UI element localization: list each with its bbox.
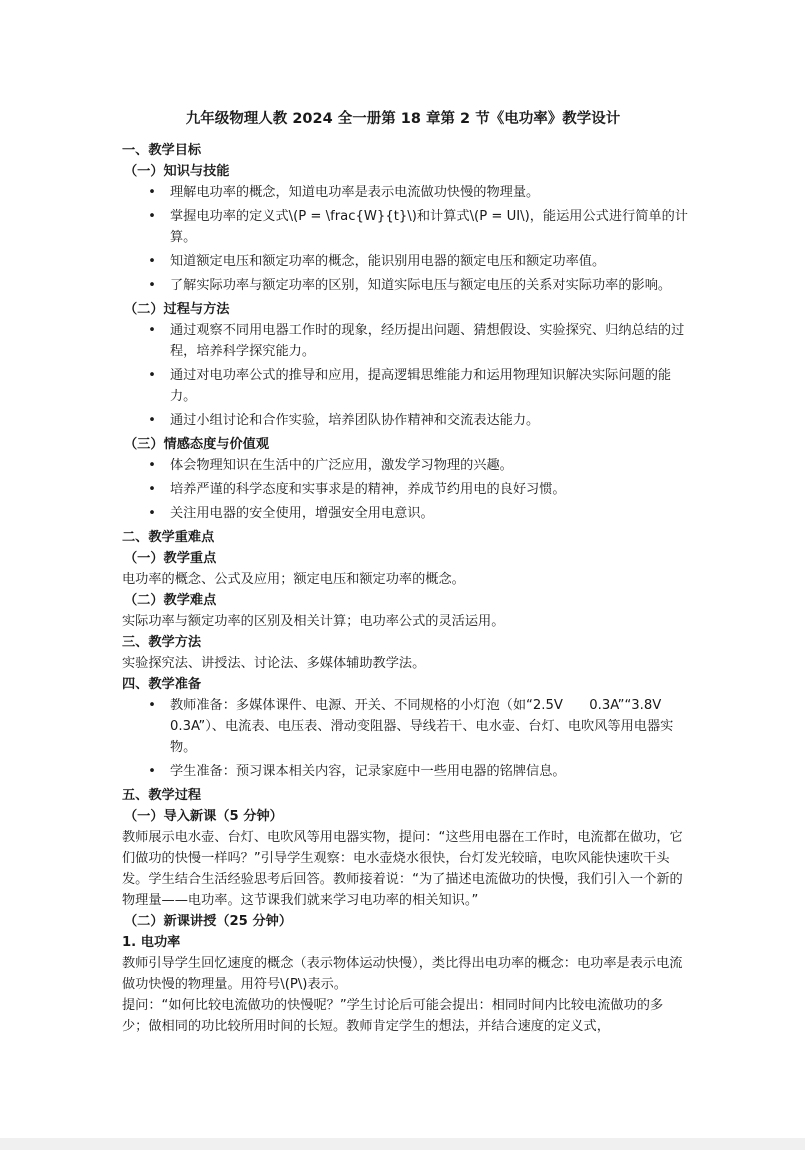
intro-text: 教师展示电水壶、台灯、电吹风等用电器实物，提问：“这些用电器在工作时，电流都在做功，它们做功的快慢一样吗？”引导学生观察：电水壶烧水很快，台灯发光较暗，电吹风能快速吹干头发。学生结合生活经验思考后回答。教师接着说：“为了描述电流做功的快慢，我们引入一个新的物理量——电功率。这节课我们就来学习电功率的相关知识。” <box>122 830 683 908</box>
list-item: • 理解电功率的概念，知道电功率是表示电流做功快慢的物理量。 <box>122 182 688 203</box>
section-heading-preparation: 四、教学准备 <box>122 677 202 692</box>
section-heading-process: 五、教学过程 <box>122 788 202 803</box>
bullet-icon: • <box>148 482 156 497</box>
list-item: • 体会物理知识在生活中的广泛应用，激发学习物理的兴趣。 <box>122 455 688 476</box>
list-item: • 通过观察不同用电器工作时的现象，经历提出问题、猜想假设、实验探究、归纳总结的过程，培养科学探究能力。 <box>122 320 688 362</box>
list-item: • 了解实际功率与额定功率的区别，知道实际电压与额定电压的关系对实际功率的影响。 <box>122 275 688 296</box>
bullet-icon: • <box>148 209 156 224</box>
list-item: • 通过小组讨论和合作实验，培养团队协作精神和交流表达能力。 <box>122 410 688 431</box>
subsection-heading-process: （二）过程与方法 <box>124 302 230 317</box>
point-heading-electric-power: 1. 电功率 <box>122 935 181 950</box>
subsection-heading-knowledge: （一）知识与技能 <box>124 164 230 179</box>
subsection-heading-difficulty: （二）教学难点 <box>124 593 217 608</box>
electric-power-paragraph-2: 提问：“如何比较电流做功的快慢呢？”学生讨论后可能会提出：相同时间内比较电流做功的多少；做相同的功比较所用时间的长短。教师肯定学生的想法，并结合速度的定义式， <box>122 998 664 1034</box>
difficulty-text: 实际功率与额定功率的区别及相关计算；电功率公式的灵活运用。 <box>122 614 505 629</box>
bullet-icon: • <box>148 323 156 338</box>
subsection-heading-focus: （一）教学重点 <box>124 551 217 566</box>
list-item: • 培养严谨的科学态度和实事求是的精神，养成节约用电的良好习惯。 <box>122 479 688 500</box>
subsection-heading-lecture: （二）新课讲授（25 分钟） <box>124 914 293 929</box>
document-title: 九年级物理人教 2024 全一册第 18 章第 2 节《电功率》教学设计 <box>185 111 621 127</box>
list-item: • 学生准备：预习课本相关内容，记录家庭中一些用电器的铭牌信息。 <box>122 761 688 782</box>
process-list <box>122 320 688 431</box>
bullet-icon: • <box>148 698 156 713</box>
section-heading-key-points: 二、教学重难点 <box>122 530 215 545</box>
bullet-icon: • <box>148 185 156 200</box>
list-item: • 教师准备：多媒体课件、电源、开关、不同规格的小灯泡（如“2.5V 0.3A”“3.8V 0.3A”）、电流表、电压表、滑动变阻器、导线若干、电水壶、台灯、电吹风等用电器实物。 <box>122 695 688 758</box>
bullet-icon: • <box>148 458 156 473</box>
bullet-icon: • <box>148 254 156 269</box>
knowledge-list <box>122 182 688 296</box>
bullet-icon: • <box>148 506 156 521</box>
list-item: • 关注用电器的安全使用，增强安全用电意识。 <box>122 503 688 524</box>
electric-power-paragraph-1: 教师引导学生回忆速度的概念（表示物体运动快慢），类比得出电功率的概念：电功率是表示电流做功快慢的物理量。用符号\(P\)表示。 <box>122 956 683 992</box>
bullet-icon: • <box>148 368 156 383</box>
bullet-icon: • <box>148 764 156 779</box>
subsection-heading-intro: （一）导入新课（5 分钟） <box>124 809 283 824</box>
document-content <box>122 108 688 1037</box>
methods-text: 实验探究法、讲授法、讨论法、多媒体辅助教学法。 <box>122 656 426 671</box>
list-item: • 掌握电功率的定义式\(P = \frac{W}{t}\)和计算式\(P = UI\)，能运用公式进行简单的计算。 <box>122 206 688 248</box>
list-item: • 通过对电功率公式的推导和应用，提高逻辑思维能力和运用物理知识解决实际问题的能力。 <box>122 365 688 407</box>
preparation-list <box>122 695 688 782</box>
list-item: • 知道额定电压和额定功率的概念，能识别用电器的额定电压和额定功率值。 <box>122 251 688 272</box>
section-heading-methods: 三、教学方法 <box>122 635 202 650</box>
subsection-heading-attitude: （三）情感态度与价值观 <box>124 437 270 452</box>
bullet-icon: • <box>148 278 156 293</box>
attitude-list <box>122 455 688 524</box>
focus-text: 电功率的概念、公式及应用；额定电压和额定功率的概念。 <box>122 572 465 587</box>
bullet-icon: • <box>148 413 156 428</box>
section-heading-objectives: 一、教学目标 <box>122 143 202 158</box>
